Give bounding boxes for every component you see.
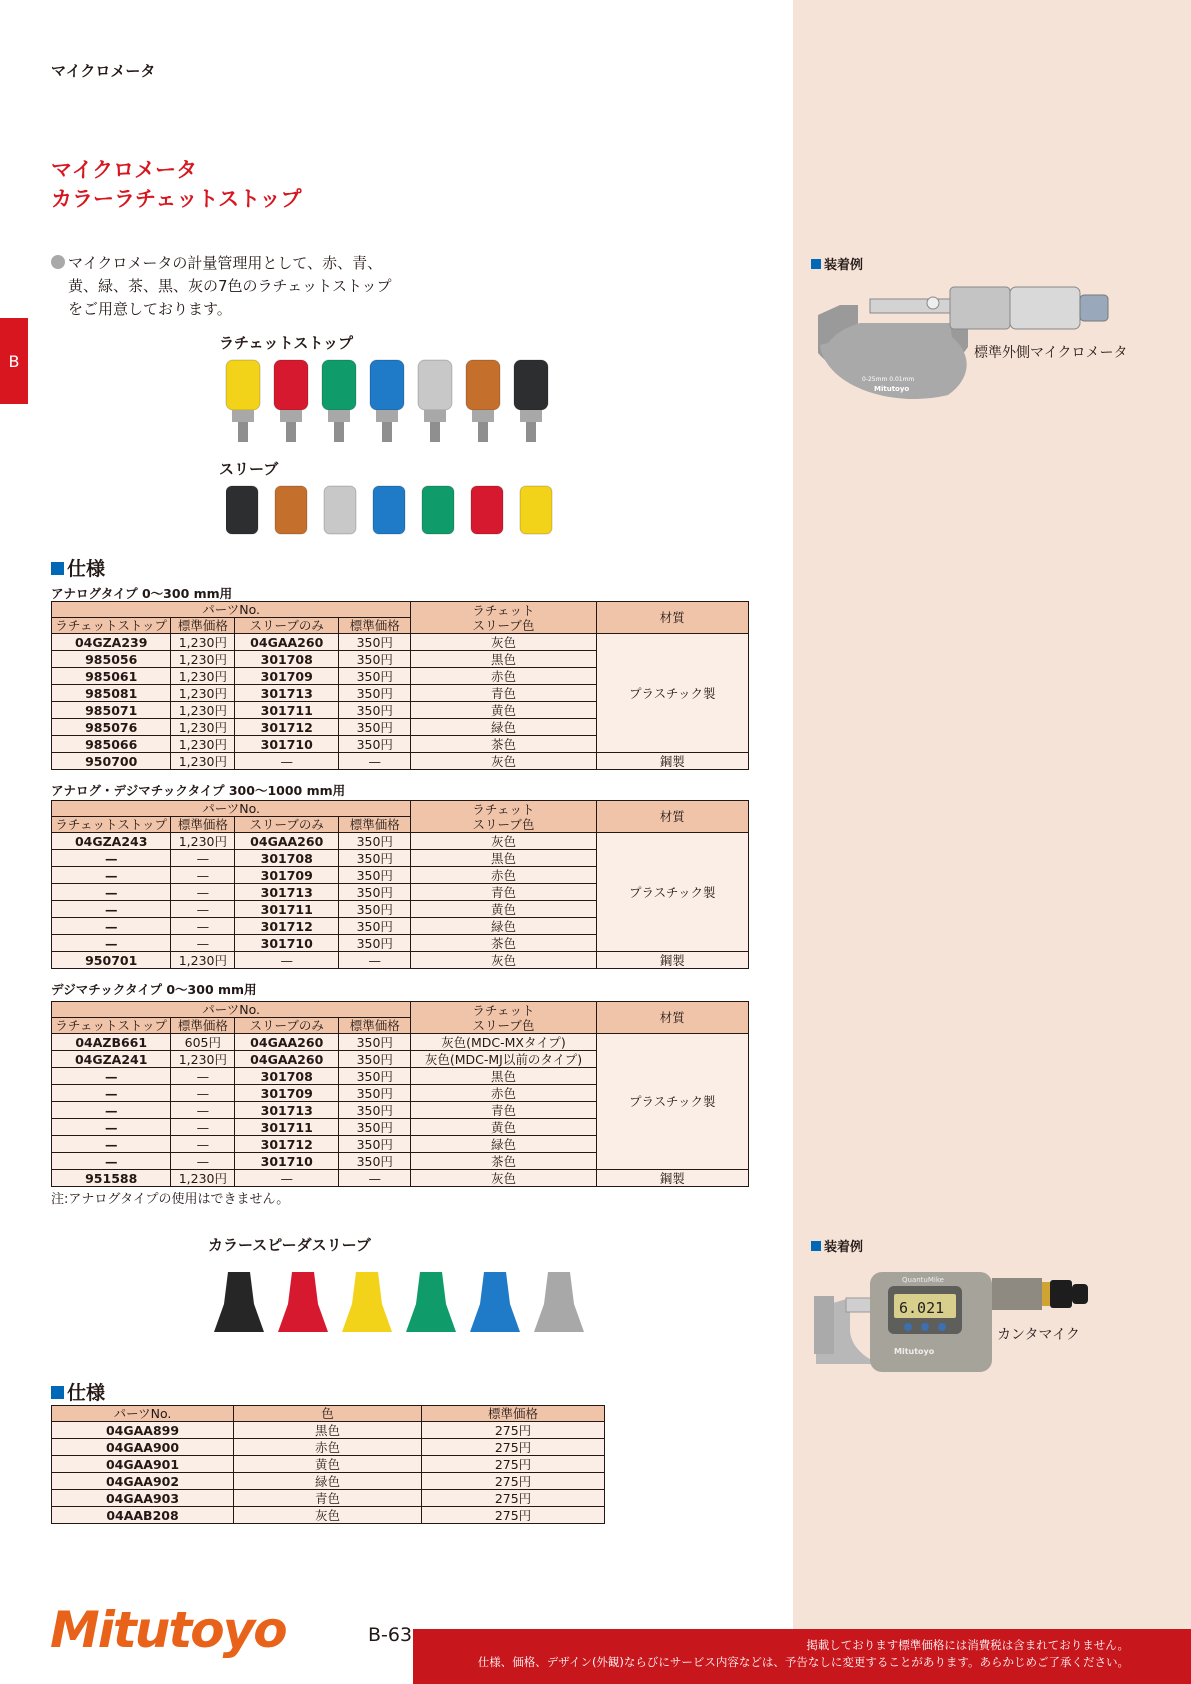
- sleeve: [324, 486, 356, 534]
- spec-heading-text: 仕様: [67, 558, 106, 580]
- cell-color: 青色: [411, 884, 596, 901]
- cell-price: 275円: [422, 1456, 605, 1473]
- cell-price: 1,230円: [171, 668, 235, 685]
- header-sleeve-color-line2: スリーブ色: [472, 816, 535, 832]
- cell-color: 黒色: [411, 850, 596, 867]
- cell-sleeve-no: 301709: [235, 867, 339, 884]
- cell-color: 青色: [411, 685, 596, 702]
- cell-price2: 350円: [339, 1136, 411, 1153]
- cell-color: 黒色: [411, 651, 596, 668]
- header-category: マイクロメータ: [51, 62, 156, 80]
- cell-price2: 350円: [339, 719, 411, 736]
- speeder-sleeve: [534, 1272, 584, 1332]
- brand-logo: Mitutoyo: [50, 1601, 286, 1659]
- ratchet-stop: [466, 360, 500, 442]
- table-row: [52, 1034, 749, 1051]
- header-price2: 標準価格: [339, 817, 411, 833]
- table-row: [52, 1456, 605, 1473]
- cell-ratchet-no: 985076: [52, 719, 171, 736]
- header-price: 標準価格: [171, 1018, 235, 1034]
- header-sleeve-color-line2: スリーブ色: [472, 617, 535, 633]
- cell-color: 黒色: [411, 1068, 596, 1085]
- table-row: [52, 1439, 605, 1456]
- cell-price: —: [171, 884, 235, 901]
- header-col-2: 標準価格: [422, 1406, 605, 1422]
- cell-sleeve-no: 301713: [235, 884, 339, 901]
- cell-sleeve-no: 301709: [235, 668, 339, 685]
- cell-price: —: [171, 918, 235, 935]
- cell-price: 1,230円: [171, 634, 235, 651]
- square-icon: [51, 1386, 64, 1399]
- cell-price2: 350円: [339, 668, 411, 685]
- cell-material: プラスチック製: [596, 634, 748, 753]
- cell-sleeve-no: 301712: [235, 719, 339, 736]
- cell-price2: 350円: [339, 1068, 411, 1085]
- cell-sleeve-no: 301712: [235, 1136, 339, 1153]
- cell-color: 灰色: [411, 634, 596, 651]
- spec-table-analog-digimatic: [51, 800, 749, 969]
- table-row: [52, 833, 749, 850]
- ratchet-label: ラチェットストップ: [219, 334, 353, 352]
- cell-ratchet-no: —: [52, 1136, 171, 1153]
- header-sleeve-color-line1: ラチェット: [472, 1002, 535, 1018]
- table-row: [52, 1473, 605, 1490]
- cell-color: 赤色: [411, 867, 596, 884]
- cell-color: 灰色: [411, 833, 596, 850]
- header-sleeve-color-line1: ラチェット: [472, 801, 535, 817]
- cell-sleeve-no: 301710: [235, 736, 339, 753]
- side-caption-2: カンタマイク: [997, 1327, 1080, 1343]
- title-line1: マイクロメータ: [51, 158, 198, 182]
- cell-color: 黄色: [411, 1119, 596, 1136]
- table2-caption: アナログ・デジマチックタイプ 300〜1000 mm用: [51, 783, 346, 798]
- cell-color: 灰色: [411, 1170, 596, 1187]
- spec-table-analog: [51, 601, 749, 770]
- cell-sleeve-no: 301713: [235, 1102, 339, 1119]
- cell-material: 鋼製: [596, 952, 748, 969]
- cell-price: 1,230円: [171, 1051, 235, 1068]
- table-row: [52, 1422, 605, 1439]
- quantumike-brand-text: Mitutoyo: [894, 1347, 935, 1356]
- cell-color: 緑色: [411, 1136, 596, 1153]
- cell-price2: —: [339, 753, 411, 770]
- cell-price: —: [171, 935, 235, 952]
- side-example-1: [811, 254, 863, 273]
- side-caption-1: 標準外側マイクロメータ: [974, 345, 1128, 361]
- display-value: 6.021: [899, 1299, 945, 1317]
- cell-ratchet-no: —: [52, 884, 171, 901]
- speeder-sleeve: [342, 1272, 392, 1332]
- header-material: 材質: [596, 1002, 748, 1034]
- cell-sleeve-no: 301712: [235, 918, 339, 935]
- cell-price: 1,230円: [171, 702, 235, 719]
- ratchet-stop: [418, 360, 452, 442]
- title-line2: カラーラチェットストップ: [51, 187, 302, 211]
- cell-ratchet-no: 04GZA243: [52, 833, 171, 850]
- header-ratchet: ラチェットストップ: [52, 618, 171, 634]
- cell-color: 黒色: [234, 1422, 422, 1439]
- cell-ratchet-no: 985056: [52, 651, 171, 668]
- table-row-steel: [52, 952, 749, 969]
- cell-price: —: [171, 850, 235, 867]
- table-row: [52, 634, 749, 651]
- header-price2: 標準価格: [339, 618, 411, 634]
- header-sleeve-color: [411, 1002, 596, 1034]
- cell-price: 1,230円: [171, 833, 235, 850]
- cell-price: 275円: [422, 1473, 605, 1490]
- cell-sleeve-no: —: [235, 952, 339, 969]
- speeder-sleeve: [214, 1272, 264, 1332]
- cell-material: プラスチック製: [596, 833, 748, 952]
- speeder-sleeve-images: [212, 1268, 592, 1340]
- header-ratchet: ラチェットストップ: [52, 1018, 171, 1034]
- table-row-steel: [52, 753, 749, 770]
- cell-part-no: 04GAA900: [52, 1439, 234, 1456]
- cell-price2: 350円: [339, 884, 411, 901]
- cell-price2: 350円: [339, 867, 411, 884]
- sleeve: [422, 486, 454, 534]
- cell-sleeve-no: 301711: [235, 702, 339, 719]
- cell-price2: 350円: [339, 702, 411, 719]
- cell-color: 緑色: [411, 719, 596, 736]
- cell-color: 赤色: [411, 668, 596, 685]
- cell-color: 赤色: [234, 1439, 422, 1456]
- table3-caption: デジマチックタイプ 0〜300 mm用: [51, 982, 257, 997]
- cell-price2: 350円: [339, 918, 411, 935]
- cell-sleeve-no: 301709: [235, 1085, 339, 1102]
- header-price2: 標準価格: [339, 1018, 411, 1034]
- cell-price2: 350円: [339, 1051, 411, 1068]
- ratchet-stop: [370, 360, 404, 442]
- side-panel: [793, 0, 1191, 1684]
- header-sleeve-color-line2: スリーブ色: [472, 1017, 535, 1033]
- cell-sleeve-no: 301708: [235, 1068, 339, 1085]
- sleeve: [226, 486, 258, 534]
- side-example-2: [811, 1236, 863, 1255]
- cell-ratchet-no: —: [52, 918, 171, 935]
- cell-ratchet-no: —: [52, 1119, 171, 1136]
- header-col-0: パーツNo.: [52, 1406, 234, 1422]
- cell-price2: 350円: [339, 1085, 411, 1102]
- cell-sleeve-no: 301711: [235, 1119, 339, 1136]
- speeder-sleeve: [278, 1272, 328, 1332]
- spec-heading-2: [51, 1378, 105, 1405]
- cell-ratchet-no: 04GZA241: [52, 1051, 171, 1068]
- cell-price2: —: [339, 952, 411, 969]
- cell-price: 605円: [171, 1034, 235, 1051]
- cell-sleeve-no: 301711: [235, 901, 339, 918]
- cell-sleeve-no: 301708: [235, 850, 339, 867]
- cell-sleeve-no: 301713: [235, 685, 339, 702]
- cell-price: —: [171, 1102, 235, 1119]
- spec-table-digimatic: [51, 1001, 749, 1187]
- cell-color: 茶色: [411, 736, 596, 753]
- cell-price2: —: [339, 1170, 411, 1187]
- cell-part-no: 04GAA903: [52, 1490, 234, 1507]
- cell-color: 赤色: [411, 1085, 596, 1102]
- cell-price2: 350円: [339, 1034, 411, 1051]
- cell-sleeve-no: 301708: [235, 651, 339, 668]
- cell-sleeve-no: 04GAA260: [235, 634, 339, 651]
- ratchet-stop: [226, 360, 260, 442]
- quantumike-image: [810, 1268, 1110, 1376]
- sleeve: [471, 486, 503, 534]
- cell-color: 黄色: [234, 1456, 422, 1473]
- cell-price: —: [171, 1136, 235, 1153]
- cell-price: —: [171, 901, 235, 918]
- cell-color: 灰色(MDC-MJ以前のタイプ): [411, 1051, 596, 1068]
- cell-price: 1,230円: [171, 736, 235, 753]
- cell-price: 275円: [422, 1439, 605, 1456]
- cell-price: 1,230円: [171, 1170, 235, 1187]
- cell-ratchet-no: 950700: [52, 753, 171, 770]
- scale-text: 0-25mm 0.01mm: [862, 376, 915, 383]
- cell-ratchet-no: 04AZB661: [52, 1034, 171, 1051]
- sleeve: [520, 486, 552, 534]
- header-sleeve-only: スリーブのみ: [235, 1018, 339, 1034]
- cell-ratchet-no: —: [52, 1068, 171, 1085]
- cell-price2: 350円: [339, 685, 411, 702]
- cell-price2: 350円: [339, 634, 411, 651]
- cell-price: —: [171, 1153, 235, 1170]
- header-parts-no: パーツNo.: [52, 801, 411, 817]
- side-example-2-text: 装着例: [824, 1240, 864, 1255]
- footer-line-2: 仕様、価格、デザイン(外観)ならびにサービス内容などは、予告なしに変更することがあります。あらかじめご了承ください。: [477, 1655, 1129, 1669]
- cell-color: 茶色: [411, 1153, 596, 1170]
- cell-price: 275円: [422, 1507, 605, 1524]
- cell-price: 275円: [422, 1422, 605, 1439]
- cell-ratchet-no: 04GZA239: [52, 634, 171, 651]
- quantumike-text: QuantuMike: [902, 1276, 944, 1284]
- sleeve: [373, 486, 405, 534]
- cell-sleeve-no: 04GAA260: [235, 833, 339, 850]
- ratchet-stop: [514, 360, 548, 442]
- cell-material: プラスチック製: [596, 1034, 748, 1170]
- cell-color: 灰色: [234, 1507, 422, 1524]
- intro-line-1: [51, 252, 411, 275]
- cell-sleeve-no: —: [235, 1170, 339, 1187]
- side-example-1-text: 装着例: [824, 258, 864, 273]
- cell-price: —: [171, 1119, 235, 1136]
- cell-price: —: [171, 1068, 235, 1085]
- cell-ratchet-no: 985071: [52, 702, 171, 719]
- header-parts-no: パーツNo.: [52, 602, 411, 618]
- header-parts-no: パーツNo.: [52, 1002, 411, 1018]
- cell-part-no: 04AAB208: [52, 1507, 234, 1524]
- header-price: 標準価格: [171, 618, 235, 634]
- table1-caption: アナログタイプ 0〜300 mm用: [51, 586, 233, 601]
- ratchet-stop-images: [222, 356, 567, 448]
- cell-ratchet-no: —: [52, 935, 171, 952]
- cell-ratchet-no: 950701: [52, 952, 171, 969]
- cell-color: 青色: [411, 1102, 596, 1119]
- cell-color: 灰色(MDC-MXタイプ): [411, 1034, 596, 1051]
- header-material: 材質: [596, 801, 748, 833]
- square-icon: [811, 1241, 821, 1251]
- header-sleeve-color: [411, 602, 596, 634]
- cell-material: 鋼製: [596, 753, 748, 770]
- spec-heading: [51, 554, 105, 581]
- ratchet-stop: [322, 360, 356, 442]
- header-col-1: 色: [234, 1406, 422, 1422]
- cell-part-no: 04GAA902: [52, 1473, 234, 1490]
- cell-color: 茶色: [411, 935, 596, 952]
- cell-price: 1,230円: [171, 719, 235, 736]
- micrometer-brand-text: Mitutoyo: [874, 385, 910, 393]
- sleeve: [275, 486, 307, 534]
- cell-color: 緑色: [411, 918, 596, 935]
- cell-sleeve-no: 04GAA260: [235, 1051, 339, 1068]
- cell-price: 1,230円: [171, 753, 235, 770]
- cell-ratchet-no: —: [52, 901, 171, 918]
- header-sleeve-color: [411, 801, 596, 833]
- cell-sleeve-no: 301710: [235, 935, 339, 952]
- square-icon: [811, 259, 821, 269]
- speeder-label: カラースピーダスリーブ: [208, 1236, 371, 1254]
- header-material: 材質: [596, 602, 748, 634]
- cell-price2: 350円: [339, 736, 411, 753]
- intro-text: [51, 252, 411, 321]
- cell-color: 黄色: [411, 901, 596, 918]
- header-sleeve-only: スリーブのみ: [235, 618, 339, 634]
- cell-ratchet-no: 985066: [52, 736, 171, 753]
- cell-price2: 350円: [339, 1102, 411, 1119]
- header-ratchet: ラチェットストップ: [52, 817, 171, 833]
- cell-ratchet-no: 951588: [52, 1170, 171, 1187]
- table-row: [52, 1490, 605, 1507]
- cell-sleeve-no: 04GAA260: [235, 1034, 339, 1051]
- cell-color: 灰色: [411, 952, 596, 969]
- cell-material: 鋼製: [596, 1170, 748, 1187]
- cell-sleeve-no: 301710: [235, 1153, 339, 1170]
- cell-color: 青色: [234, 1490, 422, 1507]
- cell-part-no: 04GAA899: [52, 1422, 234, 1439]
- header-price: 標準価格: [171, 817, 235, 833]
- spec-heading-2-text: 仕様: [67, 1382, 106, 1404]
- cell-price: 1,230円: [171, 651, 235, 668]
- cell-ratchet-no: —: [52, 1153, 171, 1170]
- sleeve-images: [226, 484, 571, 538]
- cell-price: 275円: [422, 1490, 605, 1507]
- intro-line-3: をご用意しております。: [68, 300, 232, 318]
- cell-ratchet-no: 985081: [52, 685, 171, 702]
- speeder-sleeve: [470, 1272, 520, 1332]
- cell-price: —: [171, 867, 235, 884]
- cell-price: —: [171, 1085, 235, 1102]
- cell-price2: 350円: [339, 651, 411, 668]
- cell-price2: 350円: [339, 901, 411, 918]
- cell-price2: 350円: [339, 1119, 411, 1136]
- speeder-spec-table: [51, 1405, 605, 1524]
- intro-line-2: 黄、緑、茶、黒、灰の7色のラチェットストップ: [68, 277, 392, 295]
- cell-price: 1,230円: [171, 952, 235, 969]
- bullet-icon: [51, 255, 65, 269]
- table-row-steel: [52, 1170, 749, 1187]
- cell-price2: 350円: [339, 935, 411, 952]
- square-icon: [51, 562, 64, 575]
- note: 注:アナログタイプの使用はできません。: [51, 1192, 290, 1207]
- footer-line-1: 掲載しております標準価格には消費税は含まれておりません。: [806, 1638, 1129, 1652]
- cell-ratchet-no: —: [52, 850, 171, 867]
- cell-sleeve-no: —: [235, 753, 339, 770]
- section-tab[interactable]: B: [0, 318, 28, 404]
- cell-ratchet-no: —: [52, 867, 171, 884]
- cell-color: 緑色: [234, 1473, 422, 1490]
- cell-ratchet-no: 985061: [52, 668, 171, 685]
- sleeve-label: スリーブ: [219, 460, 279, 478]
- cell-color: 灰色: [411, 753, 596, 770]
- page-title: [51, 156, 302, 214]
- cell-color: 黄色: [411, 702, 596, 719]
- cell-price: 1,230円: [171, 685, 235, 702]
- speeder-sleeve: [406, 1272, 456, 1332]
- header-sleeve-color-line1: ラチェット: [472, 602, 535, 618]
- intro-line-1-text: マイクロメータの計量管理用として、赤、青、: [68, 254, 383, 272]
- ratchet-stop: [274, 360, 308, 442]
- page-number: B-63: [368, 1624, 413, 1646]
- cell-ratchet-no: —: [52, 1085, 171, 1102]
- footer-bar: [413, 1629, 1191, 1684]
- header-sleeve-only: スリーブのみ: [235, 817, 339, 833]
- cell-price2: 350円: [339, 1153, 411, 1170]
- table-row: [52, 1507, 605, 1524]
- cell-price2: 350円: [339, 850, 411, 867]
- cell-part-no: 04GAA901: [52, 1456, 234, 1473]
- cell-price2: 350円: [339, 833, 411, 850]
- cell-ratchet-no: —: [52, 1102, 171, 1119]
